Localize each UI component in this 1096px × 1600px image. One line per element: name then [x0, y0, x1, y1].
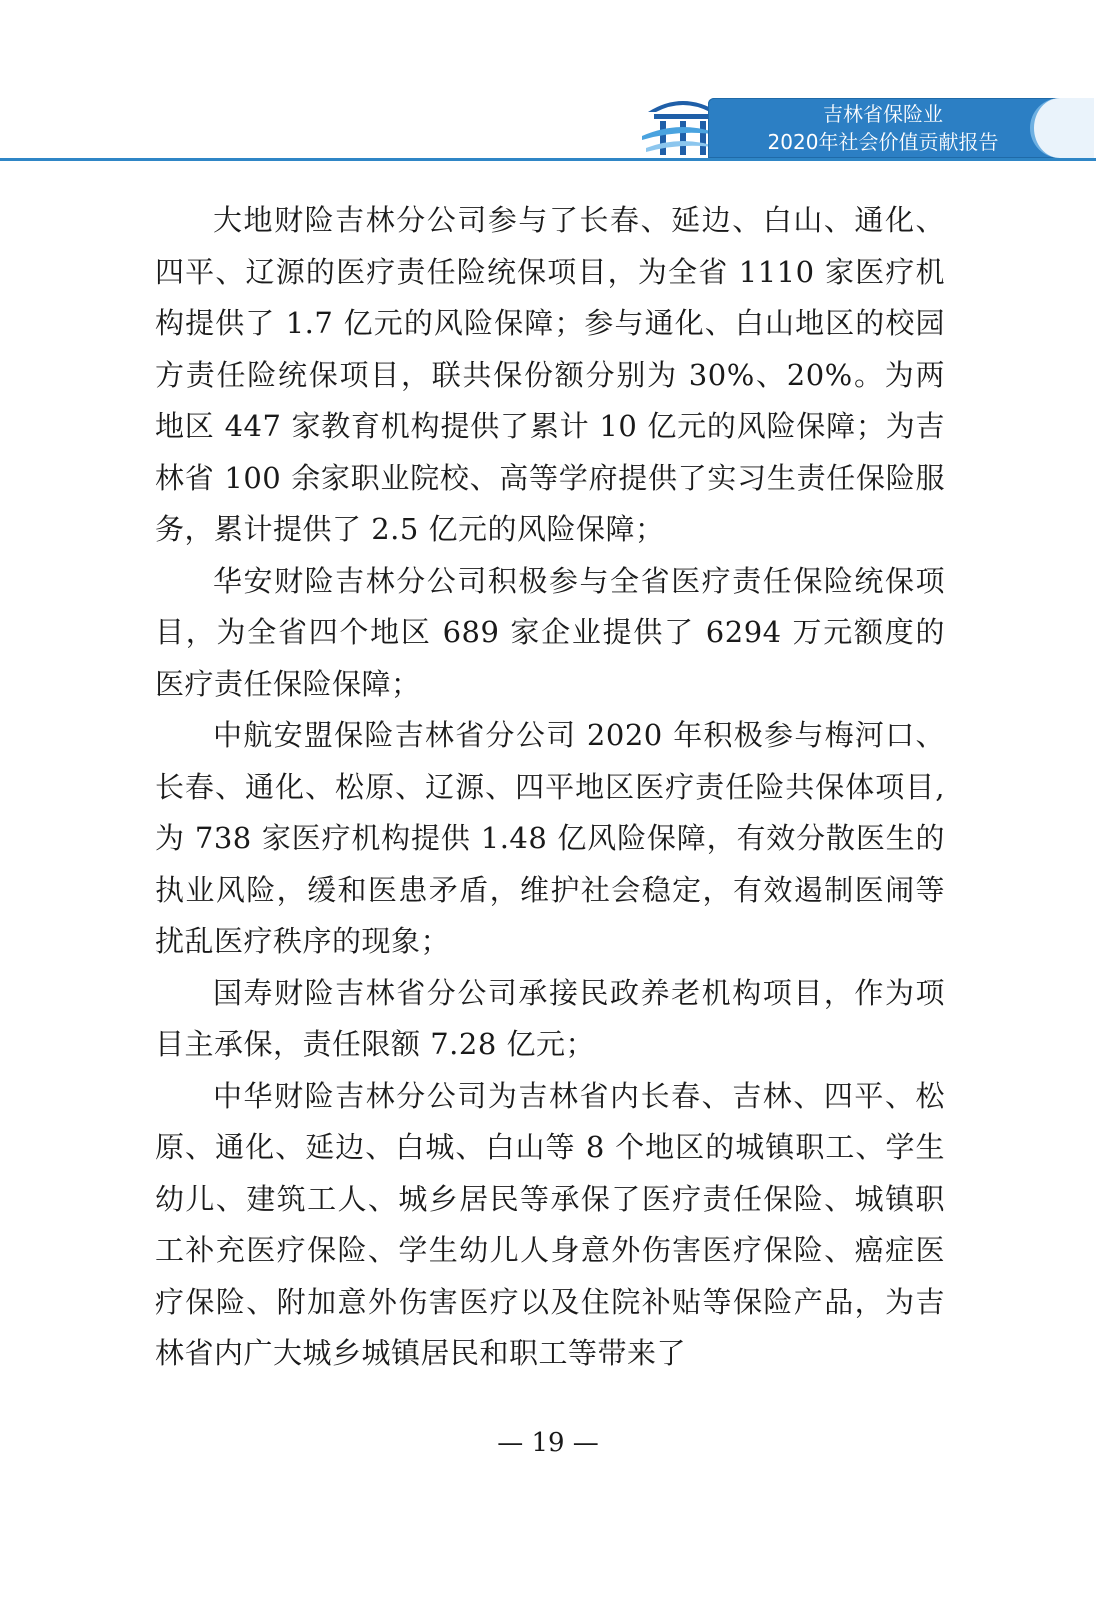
paragraph-zhonghang: 中航安盟保险吉林省分公司 2020 年积极参与梅河口、长春、通化、松原、辽源、四平地区医疗责任险共保体项目,为 738 家医疗机构提供 1.48 亿风险保障，有效分散医生的执业风险，缓和医患矛盾，维护社会稳定，有效遏制医闹等扰乱医疗秩序的现象； [155, 718, 945, 958]
paragraph-guoshou: 国寿财险吉林省分公司承接民政养老机构项目，作为项目主承保，责任限额 7.28 亿元； [155, 975, 945, 1061]
paragraph-huaan: 华安财险吉林分公司积极参与全省医疗责任保险统保项目，为全省四个地区 689 家企业提供了 6294 万元额度的医疗责任保险保障； [155, 563, 945, 701]
page-number: — 19 — [497, 1428, 599, 1458]
header-title [718, 100, 1048, 156]
paragraph-zhonghua: 中华财险吉林分公司为吉林省内长春、吉林、四平、松原、通化、延边、白城、白山等 8 个地区的城镇职工、学生幼儿、建筑工人、城乡居民等承保了医疗责任保险、城镇职工补充医疗保险、学生幼儿人身意外伤害医疗保险、癌症医疗保险、附加意外伤害医疗以及住院补贴等保险产品，为吉林省内广大城乡城镇居民和职工等带来了 [155, 1078, 945, 1370]
page-header [0, 0, 1096, 170]
header-title-line2: 2020年社会价值贡献报告 [767, 130, 999, 154]
header-divider [0, 158, 1096, 161]
body-text [155, 195, 945, 1380]
paragraph-dadi: 大地财险吉林分公司参与了长春、延边、白山、通化、四平、辽源的医疗责任险统保项目，为全省 1110 家医疗机构提供了 1.7 亿元的风险保障；参与通化、白山地区的校园方责任险统保项目，联共保份额分别为 30%、20%。为两地区 447 家教育机构提供了累计 10 亿元的风险保障；为吉林省 100 余家职业院校、高等学府提供了实习生责任保险服务，累计提供了 2.5 亿元的风险保障； [155, 203, 945, 546]
header-title-line1: 吉林省保险业 [823, 102, 943, 126]
